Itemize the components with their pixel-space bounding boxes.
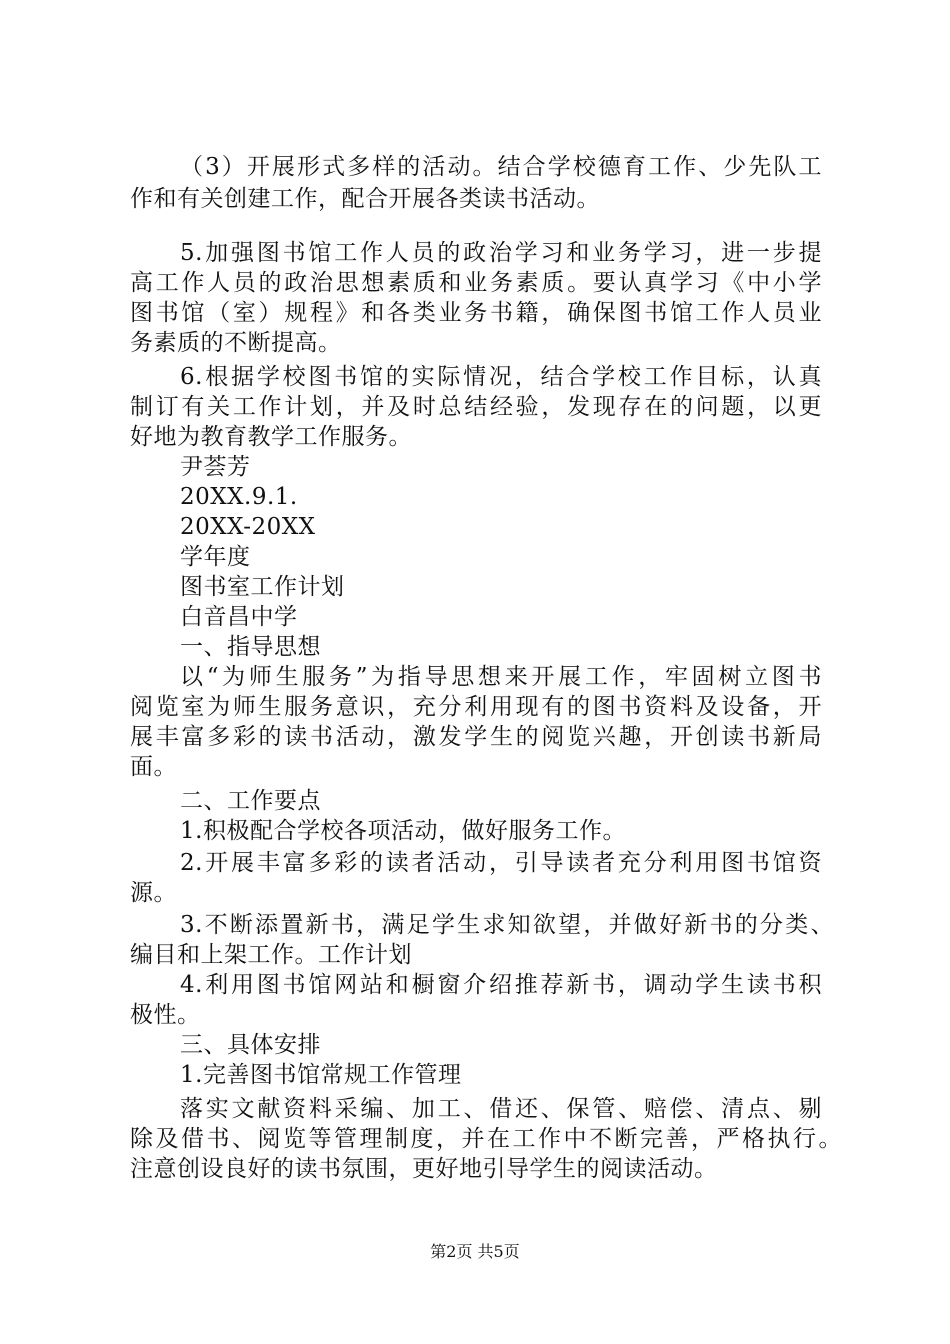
text-line: 制订有关工作计划，并及时总结经验，发现存在的问题，以更 <box>130 394 822 420</box>
text-line: 除及借书、阅览等管理制度，并在工作中不断完善，严格执行。 <box>130 1126 842 1152</box>
section-heading: 二、工作要点 <box>180 788 321 814</box>
text-line: 好地为教育教学工作服务。 <box>130 424 412 450</box>
text-line: 尹荟芳 <box>180 454 251 480</box>
section-heading: 三、具体安排 <box>180 1032 321 1058</box>
text-line: 高工作人员的政治思想素质和业务素质。要认真学习《中小学 <box>130 270 822 296</box>
text-line: 面。 <box>130 754 177 780</box>
text-line: 6.根据学校图书馆的实际情况，结合学校工作目标，认真 <box>180 364 822 390</box>
text-line: 以“为师生服务”为指导思想来开展工作，牢固树立图书 <box>180 664 822 690</box>
text-line: 极性。 <box>130 1002 201 1028</box>
text-line: 阅览室为师生服务意识，充分利用现有的图书资料及设备，开 <box>130 694 822 720</box>
text-line: 白音昌中学 <box>180 604 298 630</box>
section-heading: 一、指导思想 <box>180 634 321 660</box>
text-line: 学年度 <box>180 544 251 570</box>
text-line: 20XX-20XX <box>180 514 316 540</box>
text-line: 图书室工作计划 <box>180 574 345 600</box>
text-line: 1.积极配合学校各项活动，做好服务工作。 <box>180 818 626 844</box>
text-line: 4.利用图书馆网站和橱窗介绍推荐新书，调动学生读书积 <box>180 972 822 998</box>
text-line: 2.开展丰富多彩的读者活动，引导读者充分利用图书馆资 <box>180 850 822 876</box>
text-line: 5.加强图书馆工作人员的政治学习和业务学习，进一步提 <box>180 240 822 266</box>
text-line: 源。 <box>130 880 177 906</box>
text-line: 3.不断添置新书，满足学生求知欲望，并做好新书的分类、 <box>180 912 834 938</box>
text-line: 编目和上架工作。工作计划 <box>130 942 412 968</box>
text-line: （3）开展形式多样的活动。结合学校德育工作、少先队工 <box>180 154 822 180</box>
text-line: 落实文献资料采编、加工、借还、保管、赔偿、清点、剔 <box>180 1096 822 1122</box>
text-line: 作和有关创建工作，配合开展各类读书活动。 <box>130 186 600 212</box>
text-line: 展丰富多彩的读书活动，激发学生的阅览兴趣，开创读书新局 <box>130 724 822 750</box>
text-line: 20XX.9.1. <box>180 484 298 510</box>
text-line: 注意创设良好的读书氛围，更好地引导学生的阅读活动。 <box>130 1156 718 1182</box>
text-line: 1.完善图书馆常规工作管理 <box>180 1062 462 1088</box>
text-line: 务素质的不断提高。 <box>130 330 342 356</box>
page-number-footer: 第2页 共5页 <box>430 1242 520 1261</box>
text-line: 图书馆（室）规程》和各类业务书籍，确保图书馆工作人员业 <box>130 300 822 326</box>
